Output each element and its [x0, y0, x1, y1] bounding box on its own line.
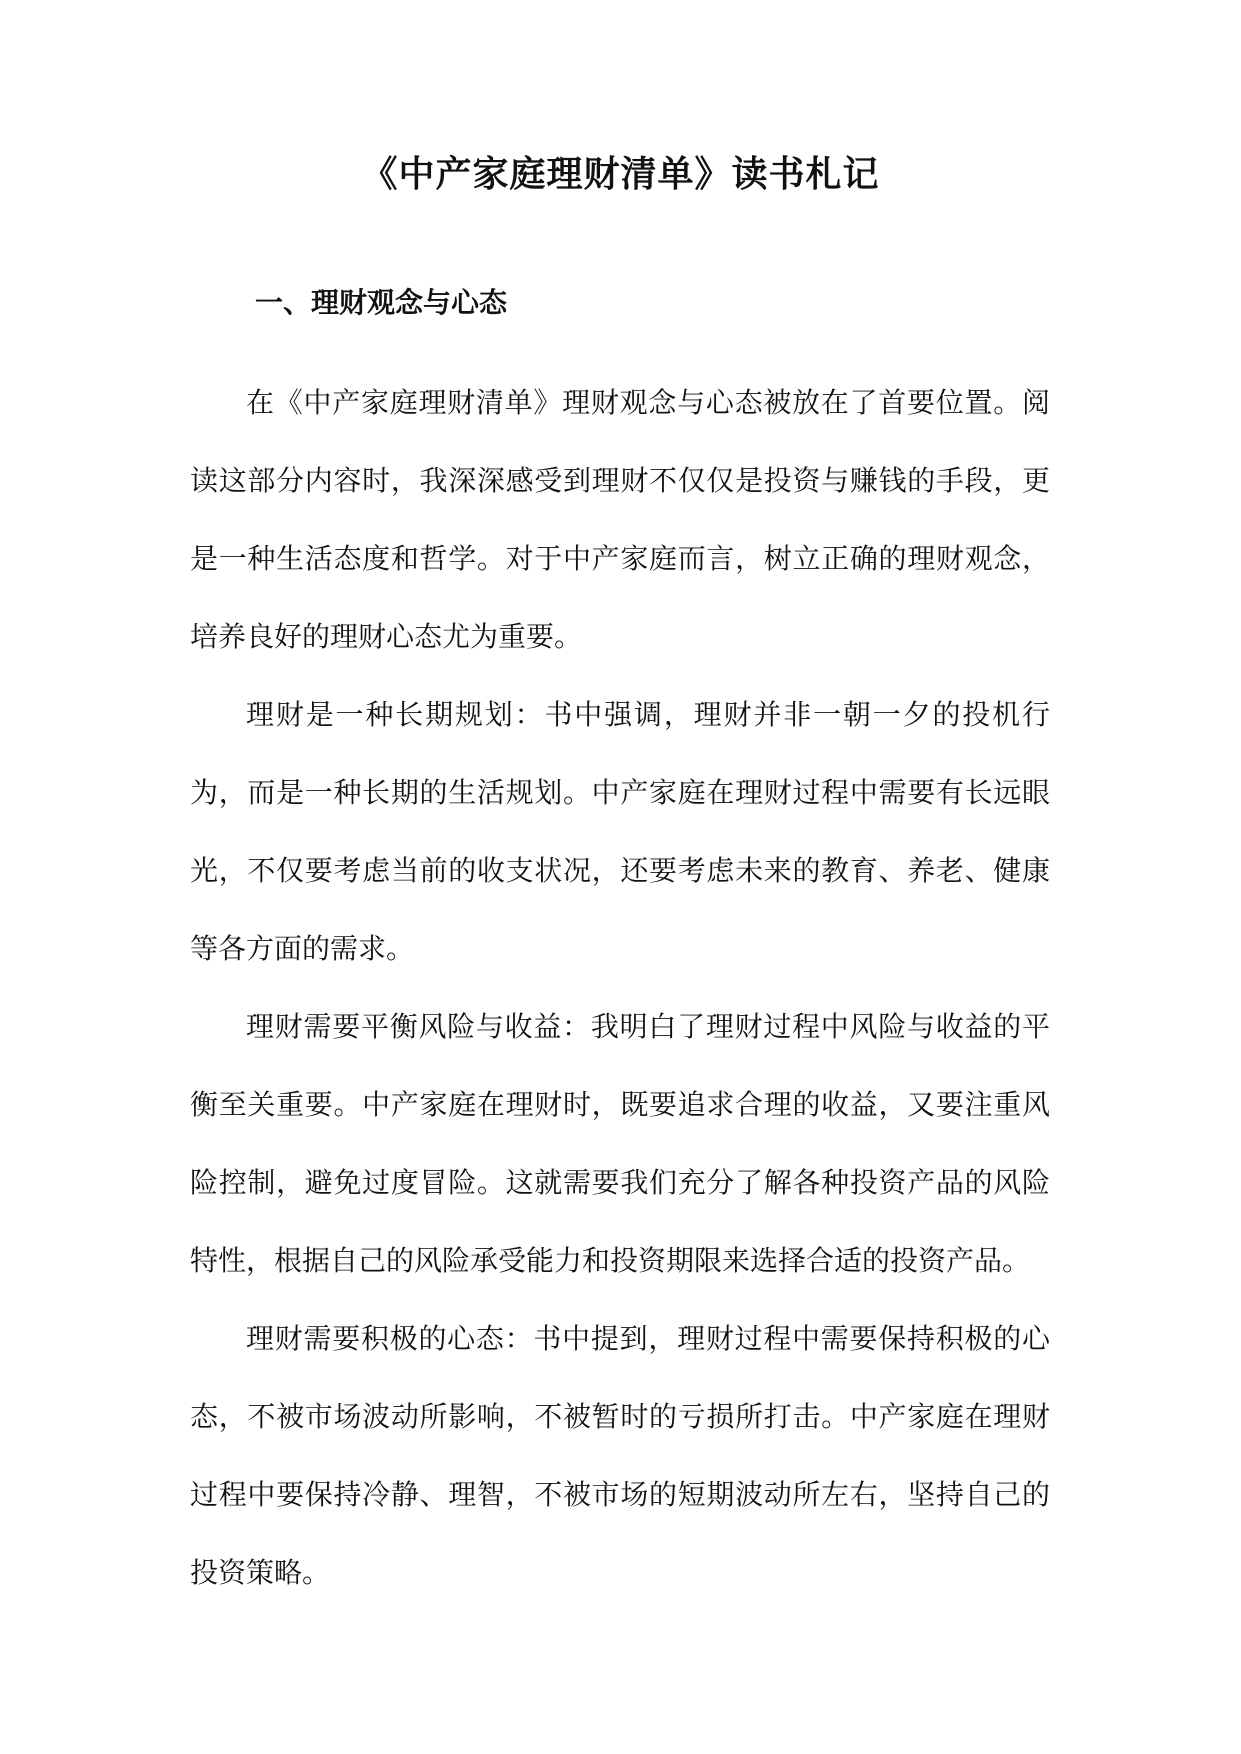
paragraph-long-term-planning: 理财是一种长期规划：书中强调，理财并非一朝一夕的投机行为，而是一种长期的生活规划。中产家庭在理财过程中需要有长远眼光，不仅要考虑当前的收支状况，还要考虑未来的教育、养老、健康等各方面的需求。 — [190, 698, 1050, 965]
paragraph-intro: 在《中产家庭理财清单》理财观念与心态被放在了首要位置。阅读这部分内容时，我深深感受到理财不仅仅是投资与赚钱的手段，更是一种生活态度和哲学。对于中产家庭而言，树立正确的理财观念，培养良好的理财心态尤为重要。 — [190, 386, 1050, 653]
paragraph-positive-mindset: 理财需要积极的心态：书中提到，理财过程中需要保持积极的心态，不被市场波动所影响，不被暂时的亏损所打击。中产家庭在理财过程中要保持冷静、理智，不被市场的短期波动所左右，坚持自己的投资策略。 — [190, 1322, 1050, 1589]
paragraph-risk-return-balance: 理财需要平衡风险与收益：我明白了理财过程中风险与收益的平衡至关重要。中产家庭在理财时，既要追求合理的收益，又要注重风险控制，避免过度冒险。这就需要我们充分了解各种投资产品的风险特性，根据自己的风险承受能力和投资期限来选择合适的投资产品。 — [190, 1010, 1050, 1277]
section-body — [190, 364, 1050, 1612]
document-title: 《中产家庭理财清单》读书札记 — [361, 154, 880, 195]
section-heading: 一、理财观念与心态 — [255, 286, 508, 319]
